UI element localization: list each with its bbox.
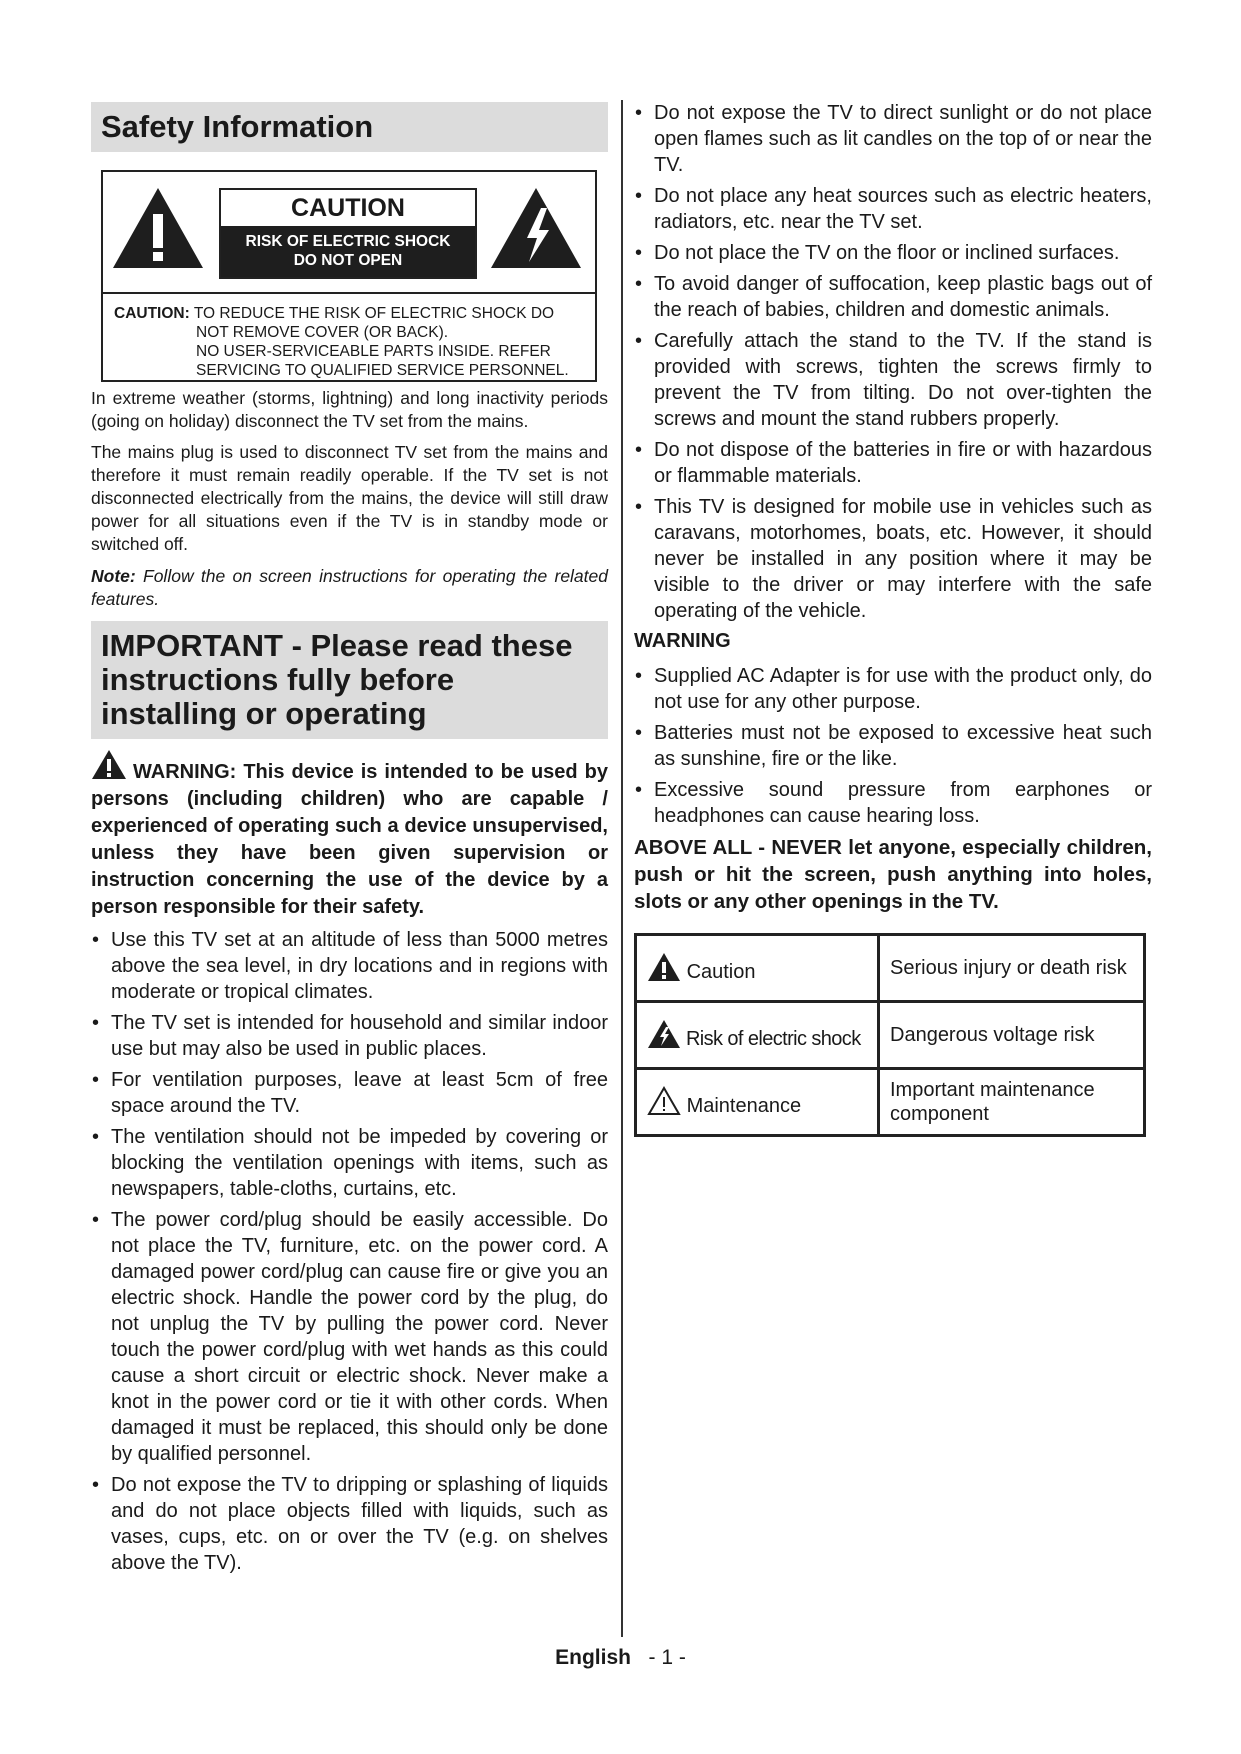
legend-symbol-cell — [636, 935, 879, 1002]
list-item: • Do not place the TV on the floor or inclined surfaces. — [634, 240, 1152, 266]
caution-sign — [219, 188, 477, 279]
caution-icon — [647, 952, 681, 982]
warning-icon — [91, 749, 127, 780]
caution-label-box — [101, 170, 597, 382]
table-row — [636, 1069, 1145, 1136]
list-item: • Do not expose the TV to direct sunlight or do not place open flames such as lit candles on the top of or near the TV. — [634, 100, 1152, 178]
list-item: • Carefully attach the stand to the TV. If the stand is provided with screws, tighten the screws firmly to prevent the TV from tilting. Do not over-tighten the screws and mount the stand rubbers properly. — [634, 328, 1152, 432]
electric-shock-icon — [647, 1019, 681, 1049]
list-item: • Do not dispose of the batteries in fire or with hazardous or flammable materials. — [634, 437, 1152, 489]
caution-text-line: NO USER-SERVICEABLE PARTS INSIDE. REFER — [196, 343, 551, 360]
caution-banner — [221, 226, 475, 277]
note-paragraph — [91, 565, 608, 611]
caution-banner-line: RISK OF ELECTRIC SHOCK — [245, 233, 451, 250]
paragraph-extreme-weather: In extreme weather (storms, lightning) and long inactivity periods (going on holiday) disconnect the TV set from the mains. — [91, 388, 608, 431]
warning-bullet-list — [634, 663, 1152, 829]
list-item: • The ventilation should not be impeded by covering or blocking the ventilation openings with items, such as newspapers, table-cloths, curtains, etc. — [91, 1124, 608, 1202]
list-item: • To avoid danger of suffocation, keep plastic bags out of the reach of babies, children and domestic animals. — [634, 271, 1152, 323]
list-item: • The power cord/plug should be easily accessible. Do not place the TV, furniture, etc. on the power cord. A damaged power cord/plug can cause fire or give you an electric shock. Handle the power cord by the plug, do not unplug the TV by pulling the power cord. Never touch the power cord/plug with wet hands as this could cause a short circuit or electric shock. Never make a knot in the power cord or tie it with other cords. When damaged it must be replaced, this should only be done by qualified personnel. — [91, 1207, 608, 1467]
legend-symbol-cell — [636, 1002, 879, 1069]
legend-meaning-cell: Serious injury or death risk — [879, 935, 1145, 1002]
table-row — [636, 1002, 1145, 1069]
paragraph-mains-plug: The mains plug is used to disconnect TV set from the mains and therefore it must remain readily operable. If the TV set is not disconnected electrically from the mains, the device will still draw power for all situations even if the TV is in standby mode or switched off. — [91, 442, 608, 554]
section-heading-safety: Safety Information — [91, 102, 608, 152]
left-column — [91, 102, 608, 1581]
list-item: • For ventilation purposes, leave at least 5cm of free space around the TV. — [91, 1067, 608, 1119]
footer-language: English — [555, 1646, 631, 1669]
table-row — [636, 935, 1145, 1002]
legend-symbol-label: Caution — [686, 961, 756, 983]
warning-text: WARNING: This device is intended to be used by persons (including children) who are capable / experienced of operating such a device unsupervised, unless they have been given supervision or instruction concerning the use of the device by a person responsible for their safety. — [91, 761, 608, 918]
note-label: Note: — [91, 566, 136, 586]
lightning-warning-icon — [489, 186, 583, 270]
list-item: • Use this TV set at an altitude of less than 5000 metres above the sea level, in dry locations and in regions with moderate or tropical climates. — [91, 927, 608, 1005]
caution-text-line: NOT REMOVE COVER (OR BACK). — [196, 324, 449, 341]
caution-title: CAUTION — [291, 194, 405, 222]
list-item: • This TV is designed for mobile use in vehicles such as caravans, motorhomes, boats, etc. However, it should never be installed in any position where it may be visible to the driver or may interfere with the safe operating of the vehicle. — [634, 494, 1152, 624]
list-item: • Batteries must not be exposed to excessive heat such as sunshine, fire or the like. — [634, 720, 1152, 772]
note-text: Follow the on screen instructions for operating the related features. — [91, 566, 608, 609]
warning-paragraph — [91, 749, 608, 921]
legend-meaning-cell: Important maintenance component — [879, 1069, 1145, 1136]
safety-bullet-list — [91, 927, 608, 1576]
list-item: • Do not expose the TV to dripping or splashing of liquids and do not place objects filled with liquids, such as vases, cups, etc. on or over the TV (e.g. on shelves above the TV). — [91, 1472, 608, 1576]
caution-text-line: TO REDUCE THE RISK OF ELECTRIC SHOCK DO — [193, 305, 555, 322]
caution-text-line: SERVICING TO QUALIFIED SERVICE PERSONNEL. — [196, 362, 569, 379]
caution-text — [114, 304, 569, 380]
legend-meaning-cell: Dangerous voltage risk — [879, 1002, 1145, 1069]
list-item: • Supplied AC Adapter is for use with the product only, do not use for any other purpose. — [634, 663, 1152, 715]
column-divider — [621, 100, 623, 1637]
safety-bullet-list — [634, 100, 1152, 624]
list-item: • Excessive sound pressure from earphones or headphones can cause hearing loss. — [634, 777, 1152, 829]
legend-symbol-cell — [636, 1069, 879, 1136]
section-heading-important: IMPORTANT - Please read these instructions fully before installing or operating — [91, 621, 608, 739]
exclamation-warning-icon — [111, 186, 205, 270]
right-column — [634, 100, 1152, 1137]
list-item: • The TV set is intended for household and similar indoor use but may also be used in public places. — [91, 1010, 608, 1062]
caution-text-label: CAUTION: — [114, 305, 190, 322]
maintenance-icon — [647, 1086, 681, 1116]
warning-label: WARNING — [634, 630, 731, 652]
symbol-legend-table — [634, 933, 1146, 1137]
caution-banner-line: DO NOT OPEN — [293, 252, 403, 269]
page-footer — [0, 1646, 1241, 1670]
page-number: - 1 - — [648, 1646, 686, 1669]
list-item: • Do not place any heat sources such as electric heaters, radiators, etc. near the TV set. — [634, 183, 1152, 235]
legend-symbol-label: Maintenance — [686, 1095, 802, 1117]
caution-rule — [103, 292, 595, 294]
legend-symbol-label: Risk of electric shock — [685, 1028, 861, 1050]
above-all-warning: ABOVE ALL - NEVER let anyone, especially children, push or hit the screen, push anything into holes, slots or any other openings in the TV. — [634, 836, 1152, 913]
